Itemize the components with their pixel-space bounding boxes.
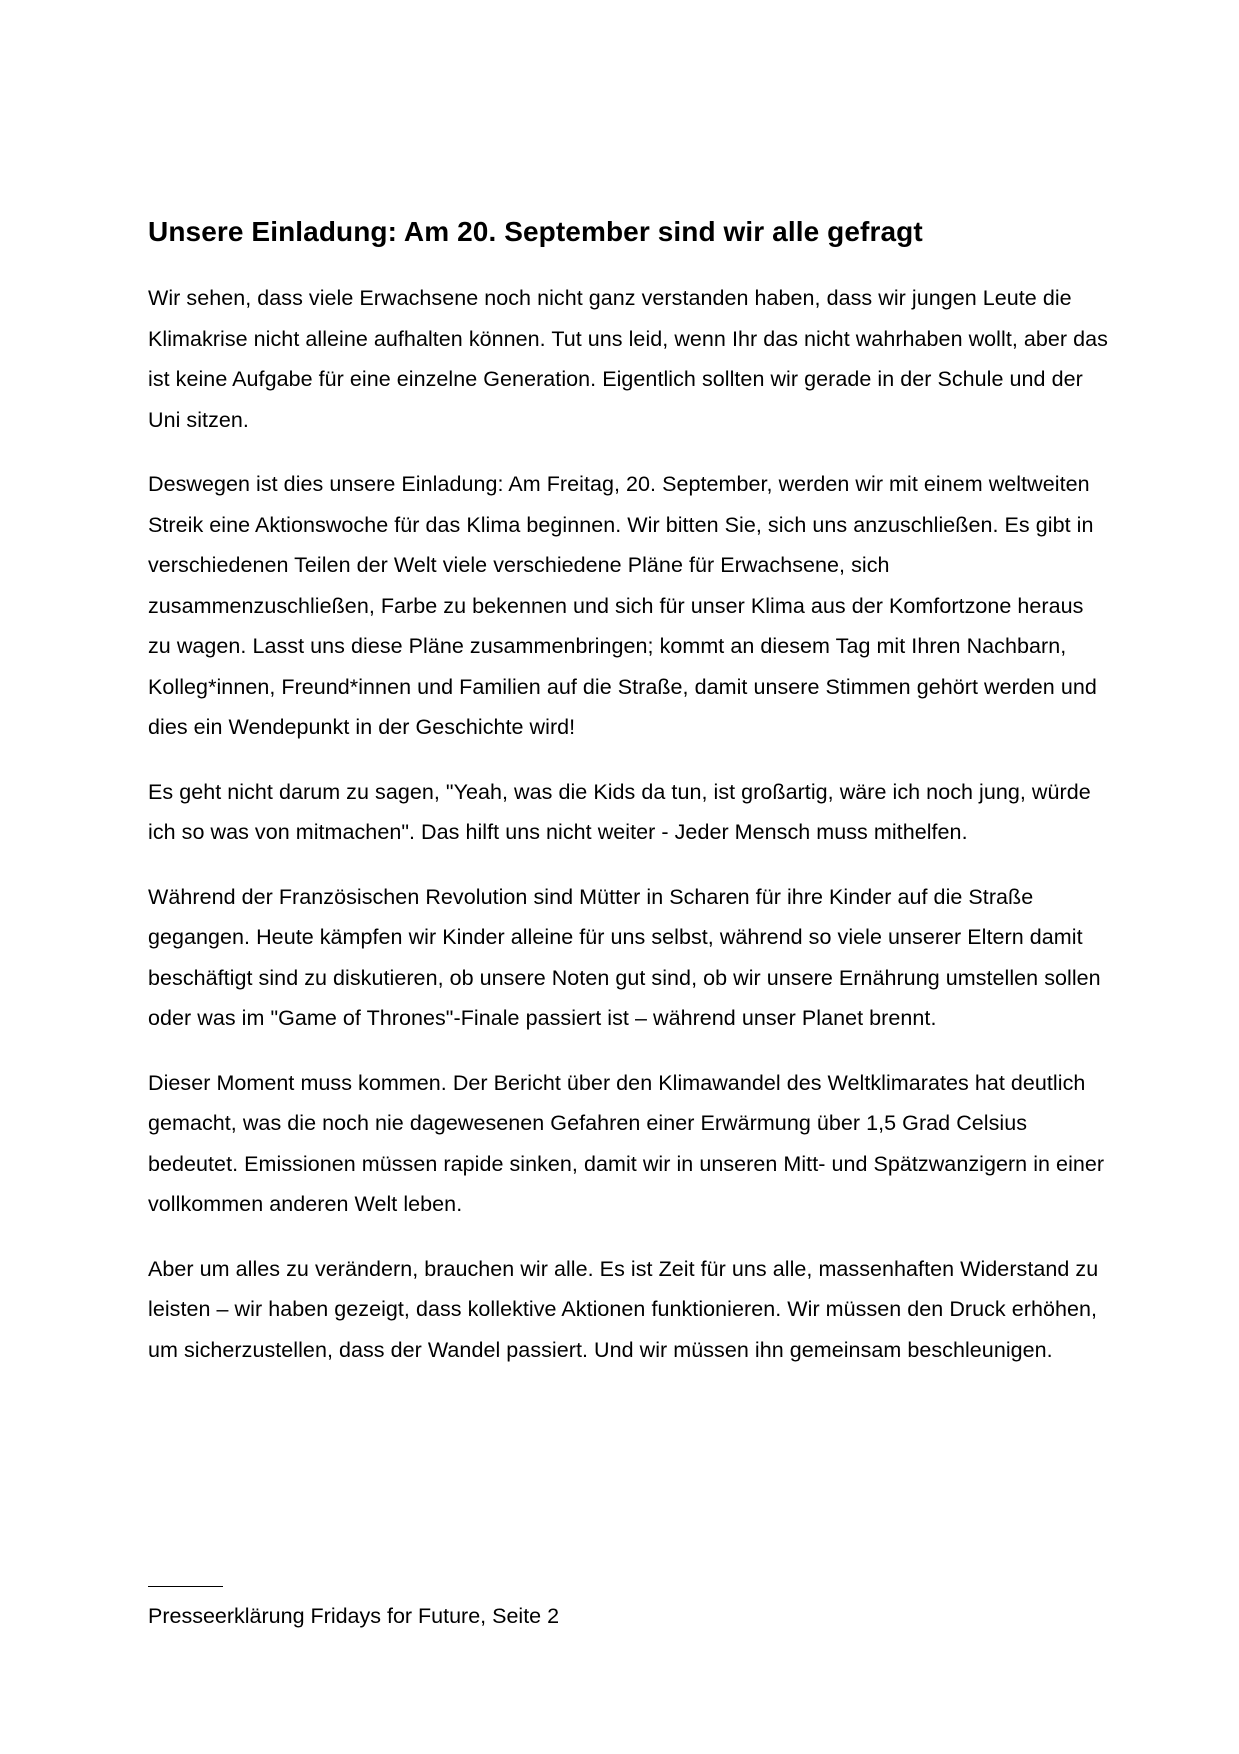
document-body [148,210,1108,1394]
paragraph-2: Deswegen ist dies unsere Einladung: Am Freitag, 20. September, werden wir mit einem weltweiten Streik eine Aktionswoche für das Klima beginnen. Wir bitten Sie, sich uns anzuschließen. Es gibt in verschiedenen Teilen der Welt viele verschiedene Pläne für Erwachsene, sich zusammenzuschließen, Farbe zu bekennen und sich für unser Klima aus der Komfortzone heraus zu wagen. Lasst uns diese Pläne zusammenbringen; kommt an diesem Tag mit Ihren Nachbarn, Kolleg*innen, Freund*innen und Familien auf die Straße, damit unsere Stimmen gehört werden und dies ein Wendepunkt in der Geschichte wird! [148,472,1097,739]
paragraph-3: Es geht nicht darum zu sagen, "Yeah, was die Kids da tun, ist großartig, wäre ich noch jung, würde ich so was von mitmachen". Das hilft uns nicht weiter - Jeder Mensch muss mithelfen. [148,779,1091,844]
paragraph-4: Während der Französischen Revolution sind Mütter in Scharen für ihre Kinder auf die Straße gegangen. Heute kämpfen wir Kinder alleine für uns selbst, während so viele unserer Eltern damit beschäftigt sind zu diskutieren, ob unsere Noten gut sind, ob wir unsere Ernährung umstellen sollen oder was im "Game of Thrones"-Finale passiert ist – während unser Planet brennt. [148,884,1101,1030]
document-heading: Unsere Einladung: Am 20. September sind wir alle gefragt [148,216,923,247]
page-footer [148,1586,1048,1631]
paragraph-5: Dieser Moment muss kommen. Der Bericht über den Klimawandel des Weltklimarates hat deutlich gemacht, was die noch nie dagewesenen Gefahren einer Erwärmung über 1,5 Grad Celsius bedeutet. Emissionen müssen rapide sinken, damit wir in unseren Mitt- und Spätzwanzigern in einer vollkommen anderen Welt leben. [148,1070,1105,1216]
footer-divider [148,1586,223,1587]
paragraph-1: Wir sehen, dass viele Erwachsene noch nicht ganz verstanden haben, dass wir jungen Leute die Klimakrise nicht alleine aufhalten können. Tut uns leid, wenn Ihr das nicht wahrhaben wollt, aber das ist keine Aufgabe für eine einzelne Generation. Eigentlich sollten wir gerade in der Schule und der Uni sitzen. [148,286,1108,432]
footer-text: Presseerklärung Fridays for Future, Seite 2 [148,1604,560,1628]
paragraph-6: Aber um alles zu verändern, brauchen wir alle. Es ist Zeit für uns alle, massenhaften Widerstand zu leisten – wir haben gezeigt, dass kollektive Aktionen funktionieren. Wir müssen den Druck erhöhen, um sicherzustellen, dass der Wandel passiert. Und wir müssen ihn gemeinsam beschleunigen. [148,1256,1099,1362]
